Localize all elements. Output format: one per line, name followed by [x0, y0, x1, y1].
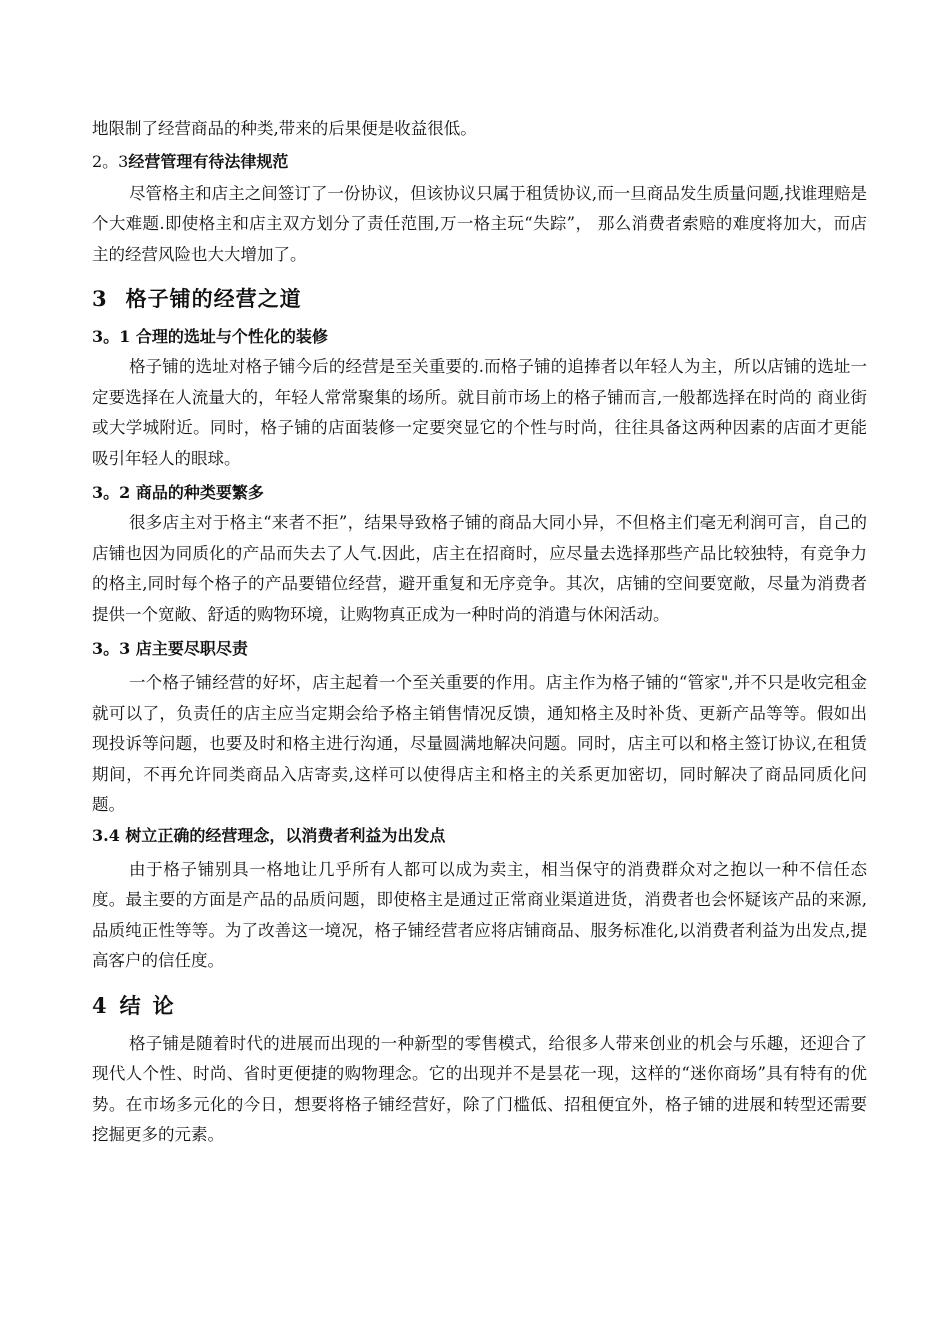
section-number: 2。3	[92, 151, 129, 171]
paragraph-intro: 地限制了经营商品的种类,带来的后果便是收益很低。	[92, 119, 477, 138]
section-title: 经营管理有待法律规范	[128, 151, 289, 171]
section-heading-3-1: 3。1 合理的选址与个性化的装修	[92, 327, 328, 346]
section-heading-3-2: 3。2 商品的种类要繁多	[92, 483, 264, 502]
paragraph-3-3: 一个格子铺经营的好坏，店主起着一个至关重要的作用。店主作为格子铺的“管家",并不只是收完租金就可以了，负责任的店主应当定期会给予格主销售情况反馈，通知格主及时补货、更新产品等等。假如出现投诉等问题，也要及时和格主进行沟通，尽量圆满地解决问题。同时，店主可以和格主签订协议,在租赁期间，不再允许同类商品入店寄卖,这样可以使得店主和格主的关系更加密切，同时解决了商品同质化问题。	[92, 673, 867, 814]
chapter-number: 4	[92, 992, 108, 1018]
chapter-heading-4	[92, 991, 867, 1021]
paragraph-4: 格子铺是随着时代的进展而出现的一种新型的零售模式，给很多人带来创业的机会与乐趣，还迎合了现代人个性、时尚、省时更便捷的购物理念。它的出现并不是昙花一现，这样的“迷你商场”具有特有的优势。在市场多元化的今日，想要将格子铺经营好，除了门槛低、招租便宜外，格子铺的进展和转型还需要挖掘更多的元素。	[92, 1033, 867, 1144]
paragraph-3-4: 由于格子铺别具一格地让几乎所有人都可以成为卖主，相当保守的消费群众对之抱以一种不信任态度。最主要的方面是产品的品质问题，即使格主是通过正常商业渠道进货，消费者也会怀疑该产品的来源,品质纯正性等等。为了改善这一境况，格子铺经营者应将店铺商品、服务标准化,以消费者利益为出发点,提高客户的信任度。	[92, 859, 867, 970]
paragraph-2-3: 尽管格主和店主之间签订了一份协议，但该协议只属于租赁协议,而一旦商品发生质量问题,找谁理赔是个大难题.即使格主和店主双方划分了责任范围,万一格主玩“失踪”， 那么消费者索赔的难度将加大，而店主的经营风险也大大增加了。	[92, 183, 867, 264]
section-heading-3-4: 3.4 树立正确的经营理念，以消费者利益为出发点	[92, 825, 446, 845]
document-page	[92, 114, 867, 1151]
paragraph-3-2: 很多店主对于格主“来者不拒”，结果导致格子铺的商品大同小异，不但格主们毫无利润可言，自己的店铺也因为同质化的产品而失去了人气.因此，店主在招商时，应尽量去选择那些产品比较独特，有竞争力的格主,同时每个格子的产品要错位经营，避开重复和无序竞争。其次，店铺的空间要宽敞，尽量为消费者提供一个宽敞、舒适的购物环境，让购物真正成为一种时尚的消遣与休闲活动。	[92, 513, 867, 624]
section-heading-3-3: 3。3 店主要尽职尽责	[92, 639, 248, 658]
paragraph-3-1: 格子铺的选址对格子铺今后的经营是至关重要的.而格子铺的追捧者以年轻人为主，所以店铺的选址一定要选择在人流量大的，年轻人常常聚集的场所。就目前市场上的格子铺而言,一般都选择在时尚的 商业街或大学城附近。同时，格子铺的店面装修一定要突显它的个性与时尚，往往具备这两种因素的店面才更能吸引年轻人的眼球。	[92, 357, 867, 468]
chapter-title: 格子铺的经营之道	[125, 286, 302, 311]
chapter-title: 结论	[119, 992, 186, 1018]
section-heading-2-3	[92, 147, 867, 177]
chapter-number: 3	[92, 286, 108, 311]
chapter-heading-3	[92, 284, 867, 314]
